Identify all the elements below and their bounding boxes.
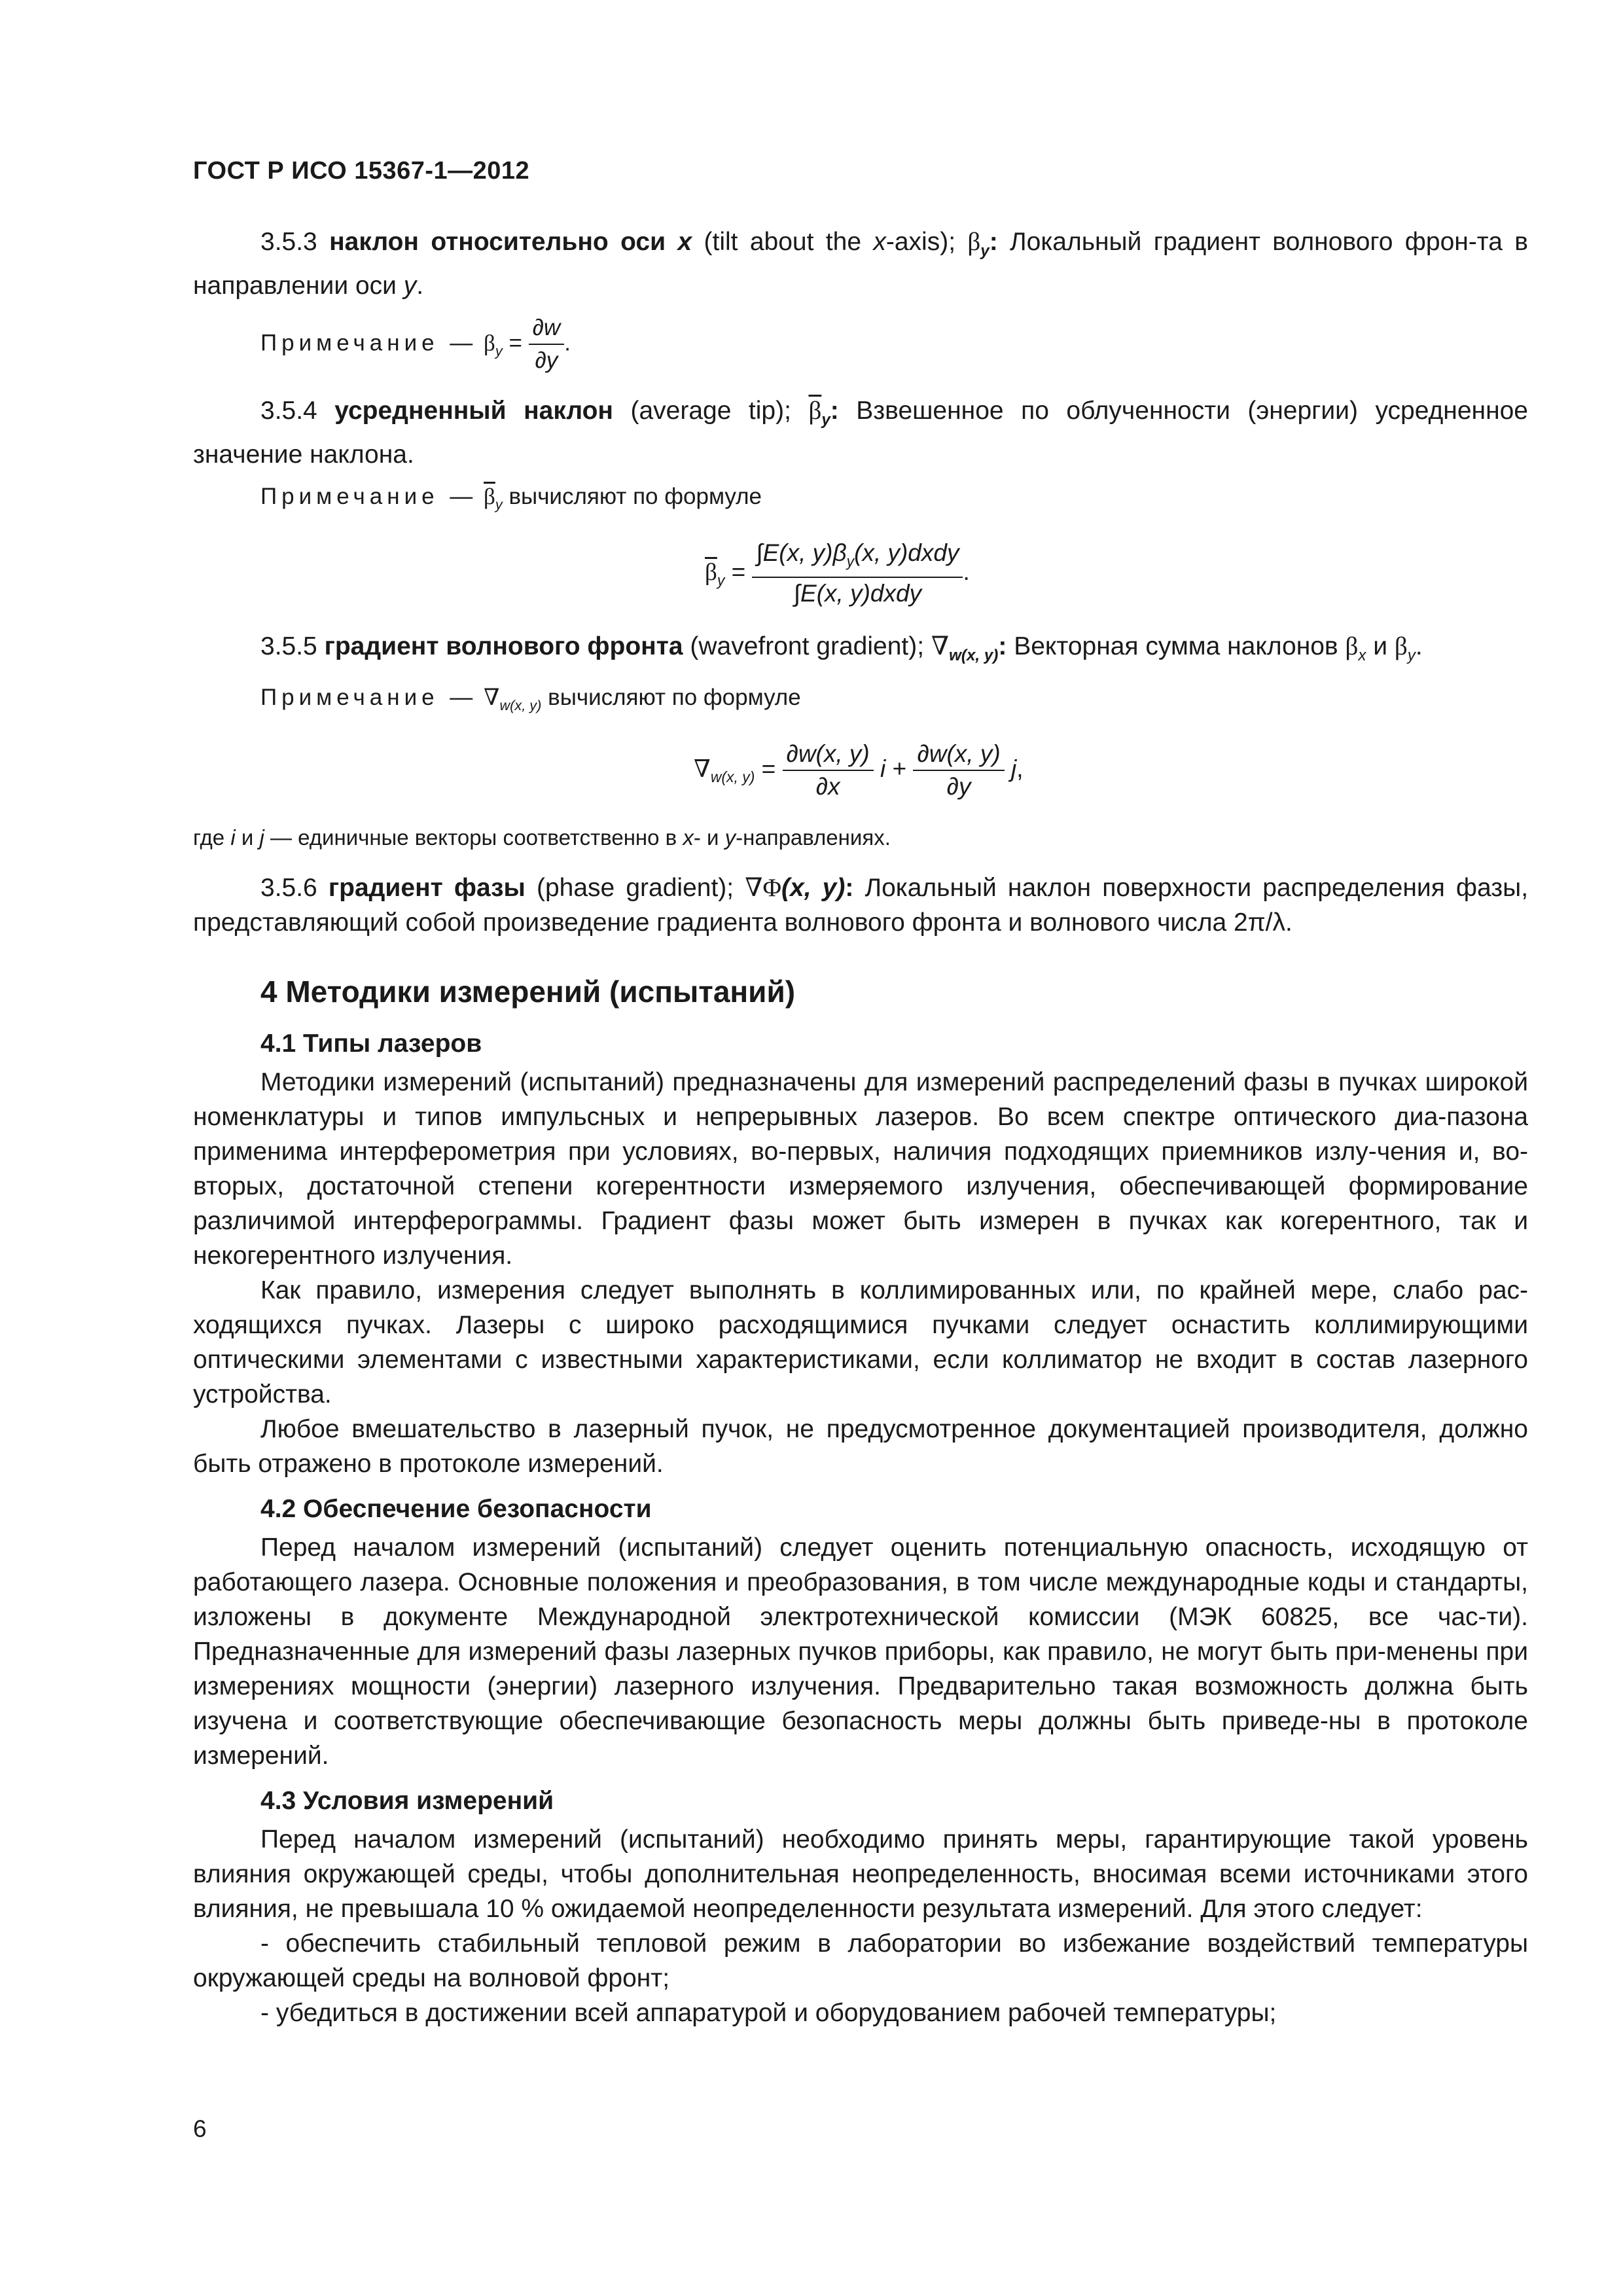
subsection-title: 4.1 Типы лазеров xyxy=(260,1029,482,1058)
subsection-title: 4.2 Обеспечение безопасности xyxy=(260,1494,652,1523)
paragraph: Методики измерений (испытаний) предназначены для измерений распределений фазы в пучках широкой номенклатуры и типов импульсных и непрерывных лазеров. Во всем спектре оптического диа-пазона применима интерферометрия при условиях, во-первых, наличия подходящих приемников излу-чения и, во-вторых, достаточной степени когерентности измеряемого излучения, обеспечивающей формирование различимой интерферограммы. Градиент фазы может быть измерен в пучках как когерентного, так и некогерентного излучения. xyxy=(193,1067,1528,1270)
subsection-title: 4.3 Условия измерений xyxy=(260,1786,554,1815)
list-item: - обеспечить стабильный тепловой режим в лаборатории во избежание воздействий температуры окружающей среды на волновой фронт; xyxy=(193,1929,1528,1992)
document-page xyxy=(193,157,1528,2030)
note-3-5-4: Примечание — $\overline{\beta}_y$ вычисляют по формуле xyxy=(260,483,762,512)
page-number: 6 xyxy=(193,2115,207,2142)
formula-wavefront-gradient: $\nabla_{w(x, y)}$ = $\frac{\partial w(x, y)}{\partial x}$ i + $\frac{\partial w(x, y)}{\partial y}$ j, xyxy=(694,738,1528,802)
paragraph: Любое вмешательство в лазерный пучок, не предусмотренное документацией производителя, должно быть отражено в протоколе измерений. xyxy=(193,1414,1528,1478)
where-clause: где i и j — единичные векторы соответственно в x- и y-направлениях. xyxy=(193,825,891,850)
formula-average-tip: $\overline{\beta}_y$ = $\frac{\int E(x, y)\beta_y(x, y)dxdy}{\text{∫E(x, y)dxdy}}$ . xyxy=(705,537,1528,609)
document-header: ГОСТ Р ИСО 15367-1—2012 xyxy=(193,157,530,185)
fraction: $\frac{\int E(x, y)\beta_y(x, y)dxdy}{\text{∫E(x, y)dxdy}}$ xyxy=(752,537,963,609)
paragraph: Перед началом измерений (испытаний) необходимо принять меры, гарантирующие такой уровень влияния окружающей среды, чтобы дополнительная неопределенность, вносимая всеми источниками этого влияния, не превышала 10 % ожидаемой неопределенности результата измерений. Для этого следует: xyxy=(193,1825,1528,1923)
paragraph: Перед началом измерений (испытаний) следует оценить потенциальную опасность, исходящую от работающего лазера. Основные положения и преобразования, в том числе международные коды и стандарты, изложены в документе Международной электротехнической комиссии (МЭК 60825, все час-ти). Предназначенные для измерений фазы лазерных пучков приборы, как правило, не могут быть при-менены при измерениях мощности (энергии) лазерного излучения. Предварительно такая возможность должна быть изучена и соответствующие обеспечивающие безопасность меры должны быть приведе-ны в протоколе измерений. xyxy=(193,1533,1528,1770)
fraction: $\frac{\partial w(x, y)}{\partial x}$ xyxy=(783,738,874,802)
definition-3-5-6: 3.5.6 градиент фазы (phase gradient); ∇Φ(x, y): Локальный наклон поверхности распределения фазы, представляющий собой произведение градиента волнового фронта и волнового числа 2π/λ. xyxy=(193,873,1529,937)
note-3-5-5: Примечание — $\nabla_{w(x, y)}$ вычисляют по формуле xyxy=(260,684,801,713)
fraction: $\frac{\partial w(x, y)}{\partial y}$ xyxy=(913,738,1004,802)
list-item: - убедиться в достижении всей аппаратурой и оборудованием рабочей температуры; xyxy=(260,1998,1277,2027)
note-3-5-3: Примечание — $\beta_y$ = $\frac{\partial w}{\partial y}$ . xyxy=(260,312,1528,376)
paragraph: Как правило, измерения следует выполнять в коллимированных или, по крайней мере, слабо рас-ходящихся пучках. Лазеры с широко расходящимися пучками следует оснастить коллимирующими оптическими элементами с известными характеристиками, если коллиматор не входит в состав лазерного устройства. xyxy=(193,1276,1528,1408)
definition-3-5-4: 3.5.4 усредненный наклон (average tip); $\overline{\beta}_y$: Взвешенное по облученности (энергии) усредненное значение наклона. xyxy=(193,396,1528,469)
definition-3-5-3: 3.5.3 наклон относительно оси x (tilt about the x-axis); $\beta_y$: Локальный градиент волнового фрон-та в направлении оси y. xyxy=(193,228,1528,300)
definition-3-5-5: 3.5.5 градиент волнового фронта (wavefront gradient); $\nabla_{w(x, y)}$: Векторная сумма наклонов $\beta_x$ и $\beta_y$. xyxy=(260,632,1423,664)
fraction: $\frac{\partial w}{\partial y}$ xyxy=(529,312,565,376)
section-title: 4 Методики измерений (испытаний) xyxy=(260,974,796,1009)
